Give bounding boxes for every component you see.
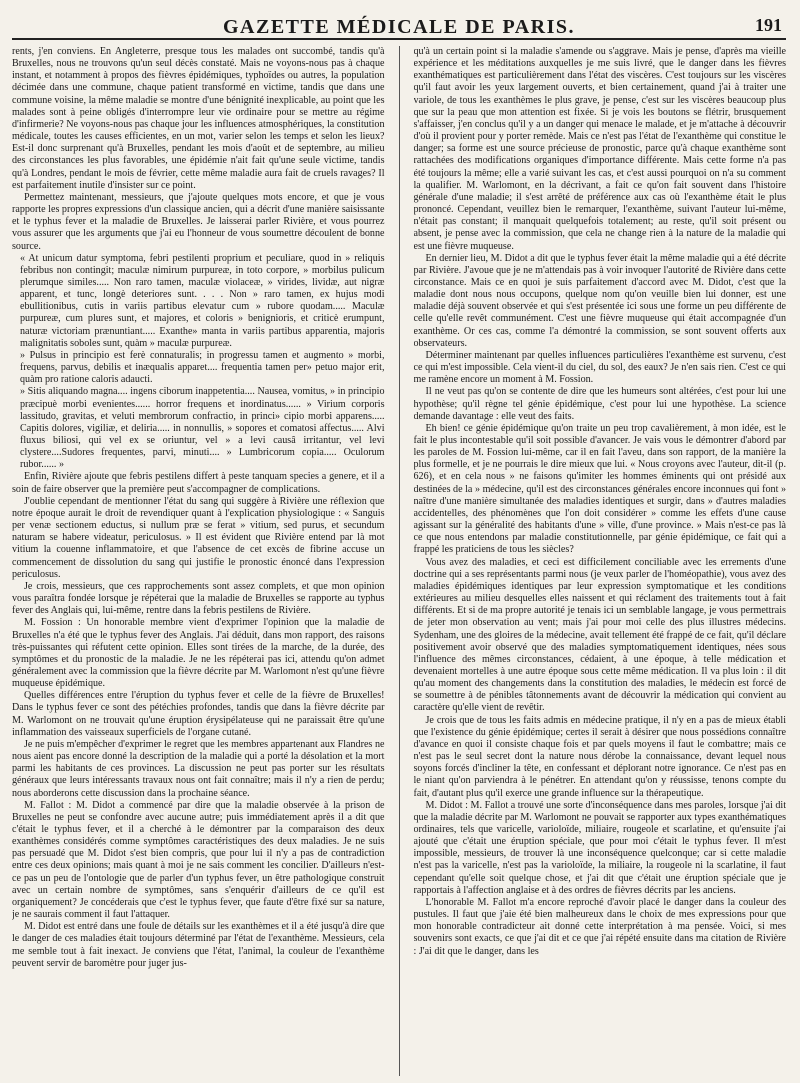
paragraph: Permettez maintenant, messieurs, que j'ajoute quelques mots encore, et que je vous rapporte les propres expressions d'un classique ancien, qui a décrit d'une manière saisissante et le typhus fever et la maladie de Bruxelles. Je laisserai parler Rivière, et vous pourrez vous assurer que les arguments que j'ai eu l'honneur de vous soumettre découlent de bonne source. [12, 191, 385, 252]
page-number: 191 [755, 15, 782, 35]
left-column [12, 46, 385, 1076]
paragraph: L'honorable M. Fallot m'a encore reproché d'avoir placé le danger dans la couleur des pustules. Il faut que j'aie été bien malheureux dans le choix de mes expressions pour que mon honorable contradicteur ait donné cette interprétation à ma pensée. Voici, si mes souvenirs sont exacts, ce que j'ai dit et ce que j'ai répété ensuite dans ma citation de Rivière : J'ai dit que le danger, dans les [413, 896, 786, 957]
right-column [414, 46, 787, 1076]
paragraph: En dernier lieu, M. Didot a dit que le typhus fever était la même maladie qui a été décrite par Rivière. J'avoue que je ne m'attendais pas à voir invoquer l'autorité de Rivière dans cette circonstance. Mais ce en quoi je suis parfaitement d'accord avec M. Didot, c'est que la maladie dont nous nous occupons, quelque nom qu'on veuille bien lui donner, est une maladie déjà souvent observée et qui s'est présentée ici sous une forme un peu différente de celle qu'elle revêt communément. C'est une fièvre muqueuse qui était accompagnée d'un exanthème. Or ces cas, comme l'a démontré la commission, se sont souvent offerts aux observateurs. [413, 252, 786, 349]
paragraph: qu'à un certain point si la maladie s'amende ou s'aggrave. Mais je pense, d'après ma vieille expérience et les méditations auxquelles je me suis livré, que le danger dans les fièvres exanthématiques est particulièrement dans l'état des viscères. C'est toujours sur les viscères qu'il faut avoir les yeux largement ouverts, et bien certainement, quand j'ai à traiter une variole, de tous les exanthèmes le plus grave, je pense, c'est sur les viscères beaucoup plus que sur la peau que mon attention est fixée. Si je vois les boutons se flétrir, brusquement s'affaisser, j'en conclus qu'il y a un danger qui menace le malade, et je m'attache à découvrir d'où il provient pour y porter remède. Mais ce n'est pas l'état de l'exanthème qui constitue le danger; sa forme est une source précieuse de pronostic, parce qu'à chaque exanthème sont rattachées des modifications organiques d'importance différente. Mais cette forme n'a pas été toujours la même; elle a varié suivant les cas, et c'est aussi pourquoi on n'a su comment la qualifier. M. Warlomont, en la décrivant, a fait ce qu'on fait souvent dans l'histoire générale d'une maladie; il s'est arrêté de préférence aux cas où l'exanthème était le plus prononcé. Cependant, veuillez bien le remarquer, l'exanthème, suivant l'auteur lui-même, n'était pas constant; il manquait quelquefois totalement; au reste, qu'il soit présent ou absent, je pense avec la commission, que cela ne change rien à la nature de la maladie qui est une fièvre muqueuse. [413, 46, 786, 252]
paragraph: Vous avez des maladies, et ceci est difficilement conciliable avec les errements d'une doctrine qui a ses représentants parmi nous (je veux parler de l'homéopathie), vous avez des maladies épidémiques identiques par leur expression symptomatique et les conditions extérieures au milieu desquelles elles naissent et qui réclament des traitements tout à fait différents. Et si de ma propre autorité je tenais ici un semblable langage, je vous permettrais de jeter mon observation au vent; mais j'ai pour moi celle des plus illustres médecins. Sydenham, une des gloires de la médecine, avait tellement été frappé de ce fait, qu'il déclare positivement avoir observé que des maladies symptomatiquement identiques, nées sous l'influence des mêmes circonstances, cédaient, à une époque, à telle médication et devenaient mortelles à une autre époque sous cette même médication. Il va plus loin : il dit qu'au moment des changements dans la constitution des maladies, le médecin est forcé de se soumettre à de pénibles tâtonnements avant de découvrir la médication qui convient au caractère qu'elle vient de revêtir. [413, 556, 786, 714]
journal-title: GAZETTE MÉDICALE DE PARIS. [222, 16, 576, 38]
paragraph: rents, j'en conviens. En Angleterre, presque tous les malades ont succombé, tandis qu'à Bruxelles, nous ne trouvons qu'un seul décès constaté. Mais ne voyons-nous pas à chaque instant, et notamment à propos des fièvres épidémiques, typhoïdes ou autres, la population décimée dans une commune, chaque patient transformé en victime, tandis que dans une commune voisine, la même maladie se montre d'une bénignité inexplicable, au point que les malades sont à peine obligés d'interrompre leur vie ordinaire pour se mettre au régime d'infirmerie? Ne voyons-nous pas chaque jour les influences atmosphériques, la constitution médicale, toutes les causes efficientes, en un mot, varier selon les temps et selon les lieux? Est-il donc surprenant qu'à Bruxelles, pendant les mois d'août et de septembre, au milieu des circonstances les plus favorables, une épidémie n'ait fait qu'une seule victime, tandis qu'à Londres, pendant le mois de février, cette même maladie aura fait de cruels ravages? Il est parfaitement inutile d'insister sur ce point. [12, 46, 385, 191]
paragraph: M. Didot : M. Fallot a trouvé une sorte d'inconséquence dans mes paroles, lorsque j'ai dit que la maladie décrite par M. Warlomont ne pouvait se rapporter aux types exanthématiques ordinaires, tels que varicelle, varioloïde, miliaire, rougeole et scarlatine, et qu'ensuite j'ai ajouté que c'était une éruption spéciale, que pour moi c'était le typhus fever. Il m'est impossible, messieurs, de trouver là une inconséquence quelconque; car si cette maladie n'est pas la varicelle, n'est pas la varioloïde, la miliaire, la rougeole ni la scarlatine, il faut cependant qu'elle soit quelque chose, et j'ai dit que c'était une éruption spéciale que je rapportais à l'affection anglaise et à des ordres de fièvres décrits par les anciens. [413, 799, 786, 896]
paragraph: M. Didot est entré dans une foule de détails sur les exanthèmes et il a été jusqu'à dire que le danger de ces maladies était toujours déterminé par l'état de l'exanthème. Messieurs, cela me semble tout à fait inexact. Je conviens que l'état, l'animal, la couleur de l'exanthème peuvent servir de baromètre pour juger jus- [12, 921, 385, 969]
text-columns [12, 46, 786, 1076]
paragraph: Enfin, Rivière ajoute que febris pestilens differt à peste tanquam species a genere, et il a soin de faire observer que la première peut s'accompagner de complications. [12, 471, 385, 495]
paragraph: « At unicum datur symptoma, febri pestilenti proprium et peculiare, quod in » reliquis febribus non contingit; maculæ nimirum purpureæ, in toto corpore, » morbilus pulicum plerumque similes..... Non raro tamen, maculæ violaceæ, » virides, lividæ, aut nigræ apparent, et tunc, longè deteriores sunt. . . . Non » raro tamen, ex hujus modi ebullitionibus, cutis in variis partibus elevatur cum » rubore quodam..... Maculæ purpureæ, cum plures sunt, et majores, et coloris » benignioris, et criticè erumpunt, naturæ victoriam prænuntiant..... Exanthe» manta in variis partibus apparentia, majoris malignitatis soboles sunt, quàm » maculæ purpureæ. [20, 252, 385, 349]
paragraph: Je ne puis m'empêcher d'exprimer le regret que les membres appartenant aux Flandres ne nous aient pas encore donné la description de la maladie qui a porté la désolation et la mort parmi les habitants de ces provinces. La discussion ne peut pas porter sur les résultats généraux que leurs intéressants travaux nous ont fait connaître; mais il n'y a rien de perdu; nous aborderons cette discussion dans la prochaine séance. [12, 738, 385, 799]
paragraph: » Sitis aliquando magna.... ingens ciborum inappetentia.... Nausea, vomitus, » in principio præcipuè morbi evenientes...... horror frequens et inordinatus...... » Virium corporis lassitudo, gravitas, et veluti membrorum confractio, in princi» cipio morbi apparens..... Capitis dolores, vigiliæ, et deliria..... in nonnullis, » sopores et comatosi affectus..... Alvi fluxus biliosi, qui vel ex se oriuntur, vel » a levi causâ irritantur, vel levi clystere....Sudores frequentes, parvi, minuti.... » Lumbricorum copia..... Oculorum rubor...... » [20, 386, 385, 471]
paragraph: J'oublie cependant de mentionner l'état du sang qui suggère à Rivière une réflexion que notre époque aurait le droit de revendiquer quant à l'explication physiologique : « Sanguis per venæ sectionem eductus, si nullum præ se ferat » vitium, sed purus, et secundum naturam se habere videatur, periculosus. » Il est évident que Rivière entend par là mot vitium la couenne inflammatoire, et que l'absence de cet excès de fibrine accuse un commencement de dissolution du sang qui justifie le pronostic énoncé dans l'expression periculosus. [12, 495, 385, 580]
paragraph: Quelles différences entre l'éruption du typhus fever et celle de la fièvre de Bruxelles! Dans le typhus fever ce sont des pétéchies profondes, tandis que dans la fièvre décrite par M. Warlomont on ne trouvait qu'une éruption érysipélateuse qui ne paraissait être qu'une inflammation des vaisseaux superficiels de l'organe cutané. [12, 690, 385, 738]
column-divider [399, 46, 400, 1076]
paragraph: Eh bien! ce génie épidémique qu'on traite un peu trop cavalièrement, à mon idée, est le fait le plus incontestable qu'il soit possible d'avancer. Je vais vous le démontrer d'abord par les paroles de M. Fossion lui-même, car il en fait l'aveu, dans son rapport, de la manière la plus formelle, et je ne pourrais le dire mieux que lui. « Nous croyons avec l'auteur, dit-il (p. 626), et en cela nous » ne faisons qu'imiter les hommes éminents qui ont présidé aux destinées de la » médecine, qu'il est des circonstances générales encore inconnues qui font » naître d'une manière simultanée des maladies identiques et surgir, dans » d'autres maladies accidentelles, des phénomènes que l'on doit considérer » comme les effets d'une cause agissant sur la généralité des habitants d'une » ville, d'une province. » Mais n'est-ce pas là ce que nous entendons par maladie constitutionnelle, par génie épidémique, ce fait qui a frappé les praticiens de tous les siècles? [413, 422, 786, 556]
paragraph: Déterminer maintenant par quelles influences particulières l'exanthème est survenu, c'est ce qui m'est impossible. Cela vient-il du ciel, du sol, des eaux? Je n'en sais rien. C'est ce qui me ramène encore un moment à M. Fossion. [413, 349, 786, 386]
paragraph: » Pulsus in principio est ferè connaturalis; in progressu tamen et augmento » morbi, frequens, parvus, debilis et inæqualis apparet.... frequentia tamen per» petuo major erit, quàm pro ratione caloris adaucti. [20, 349, 385, 386]
paragraph: Je crois, messieurs, que ces rapprochements sont assez complets, et que mon opinion vous paraîtra fondée lorsque je répéterai que la maladie de Bruxelles se rapporte au typhus fever des Anglais qui, lui-même, rentre dans la febris pestilens de Rivière. [12, 580, 385, 617]
paragraph: Je crois que de tous les faits admis en médecine pratique, il n'y en a pas de mieux établi que l'existence du génie épidémique; certes il serait à désirer que nous possédions connaître d'avance en quoi il consiste chaque fois et par quels moyens il faut le combattre; mais ce n'est pas le seul secret dont la nature nous dérobe la connaissance, devant lequel nous soyons forcés d'incliner la tête, en confessant et déplorant notre ignorance. Ce n'est pas en le niant qu'on parviendra à le pénétrer. En attendant qu'on y réussisse, tenons compte du fait, d'autant plus qu'il exerce une grande influence sur la thérapeutique. [413, 714, 786, 799]
paragraph: M. Fossion : Un honorable membre vient d'exprimer l'opinion que la maladie de Bruxelles n'a été que le typhus fever des Anglais. J'ai déduit, dans mon rapport, des raisons très-puissantes qui réfutent cette opinion. Elles sont tirées de la marche, de la durée, des symptômes et du pronostic de la maladie. Je ne les répéterai pas ici, attendu qu'on admet généralement avec la commission que la fièvre décrite par M. Warlomont n'est qu'une fièvre muqueuse épidémique. [12, 617, 385, 690]
paragraph: Il ne veut pas qu'on se contente de dire que les humeurs sont altérées, c'est pour lui une hypothèse; qu'il règne tel génie épidémique, c'est pour lui une hypothèse. La science demande davantage : elle veut des faits. [413, 386, 786, 422]
paragraph: M. Fallot : M. Didot a commencé par dire que la maladie observée à la prison de Bruxelles ne peut se confondre avec aucune autre; puis immédiatement après il a dit que c'était le typhus fever, et il a cherché à le démontrer par la comparaison des deux exanthèmes considérés comme symptômes caractéristiques des deux maladies. Je ne suis pas persuadé que M. Didot s'est bien compris, que pour lui il n'y a pas de contradiction entre ces deux opinions; mais quant à moi je ne sais comment les concilier. D'ailleurs n'est-ce pas un peu de l'ontologie que de parler d'un typhus fever, un être pathologique construit avec un certain nombre de symptômes, sans s'enquérir d'ailleurs de ce qu'il est organiquement? Je concéderais que c'est le typhus fever, que faute d'être fixé sur sa nature, je ne saurais comment il faut l'attaquer. [12, 799, 385, 921]
page-header [12, 12, 786, 40]
